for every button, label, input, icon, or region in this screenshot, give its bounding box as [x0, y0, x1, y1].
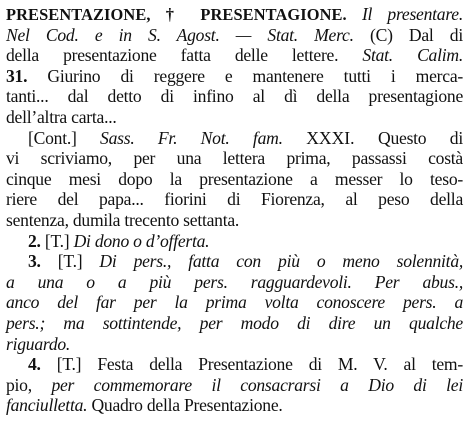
sense-definition: a una o a più pers. ragguardevoli. Per abus., [6, 271, 463, 292]
cont-line-2 [6, 148, 463, 169]
entry-line-2 [6, 25, 463, 46]
quote-text: tanti... dal detto di infino al dì della presentagione [6, 86, 463, 107]
entry-line-3 [6, 45, 463, 66]
sense-number: 4. [28, 354, 41, 375]
sense-3-line-5 [6, 334, 463, 355]
sense-definition: pio, [6, 374, 32, 395]
sense-3-line-4 [6, 313, 463, 334]
cont-tag: [Cont.] [28, 127, 77, 148]
source-marker: (C) [369, 24, 393, 45]
sense-3-line-2 [6, 272, 463, 293]
source-citation: Nel Cod. e in S. Agost. — Stat. Merc. [6, 24, 354, 45]
sense-definition: Di pers., fatta con più o meno solennità, [99, 251, 464, 272]
definition: Il presentare. [361, 4, 463, 24]
sense-4-line-1 [6, 354, 463, 375]
quote-text: cinque mesi dopo la presentazione a messer lo teso- [6, 168, 463, 189]
sense-definition: Quadro della Presentazione. [91, 395, 283, 416]
sense-definition: anco del far per la prima volta conoscere pers. a [6, 292, 463, 313]
sense-4-line-3 [6, 395, 463, 416]
quote-text: Questo di [378, 127, 463, 148]
sense-definition: riguardo. [6, 333, 71, 354]
sense-tag: [T.] [57, 251, 83, 272]
sense-definition: Di dono o d’offerta. [73, 230, 210, 251]
entry-line-5 [6, 86, 463, 107]
quote-text: sentenza, dumila trecento settanta. [6, 209, 240, 230]
entry-line-6 [6, 107, 463, 128]
entry-line-1 [6, 4, 463, 25]
sense-definition: pers.; ma sottintende, per modo di dire un qualche [6, 312, 463, 333]
quote-text: vi scriviamo, per una lettera prima, passassi costà [6, 148, 463, 169]
sense-3-line-1 [6, 251, 463, 272]
sense-tag: [T.] [44, 230, 70, 251]
quote-text: Giurino di reggere e mantenere tutti i merca- [47, 65, 463, 86]
sense-tag: [T.] [56, 354, 82, 375]
source-citation: Sass. Fr. Not. fam. [100, 127, 283, 148]
quote-text: Dal di [408, 24, 463, 45]
quote-text: dell’altra carta... [6, 106, 117, 127]
sense-2-line [6, 231, 463, 252]
cont-line-1 [6, 128, 463, 149]
headword: PRESENTAZIONE, † PRESENTAGIONE. [6, 5, 347, 24]
sense-definition: fanciulletta. [6, 395, 88, 416]
sense-number: 2. [28, 230, 41, 251]
sense-definition: per commemorare il consacrarsi a Dio di lei [51, 374, 463, 395]
cont-line-4 [6, 189, 463, 210]
citation-number: 31. [6, 65, 28, 86]
roman-numeral: XXXI. [306, 127, 355, 148]
sense-3-line-3 [6, 292, 463, 313]
quote-text: riere del papa... fiorini di Fiorenza, al peso della [6, 189, 463, 210]
cont-line-3 [6, 169, 463, 190]
sense-definition: Festa della Presentazione di M. V. al tem- [97, 354, 463, 375]
sense-number: 3. [28, 251, 41, 272]
quote-text: della presentazione fatta delle lettere. [6, 45, 339, 66]
sense-4-line-2 [6, 375, 463, 396]
entry-line-4 [6, 66, 463, 87]
source-citation: Stat. Calim. [362, 45, 463, 66]
cont-line-5 [6, 210, 463, 231]
